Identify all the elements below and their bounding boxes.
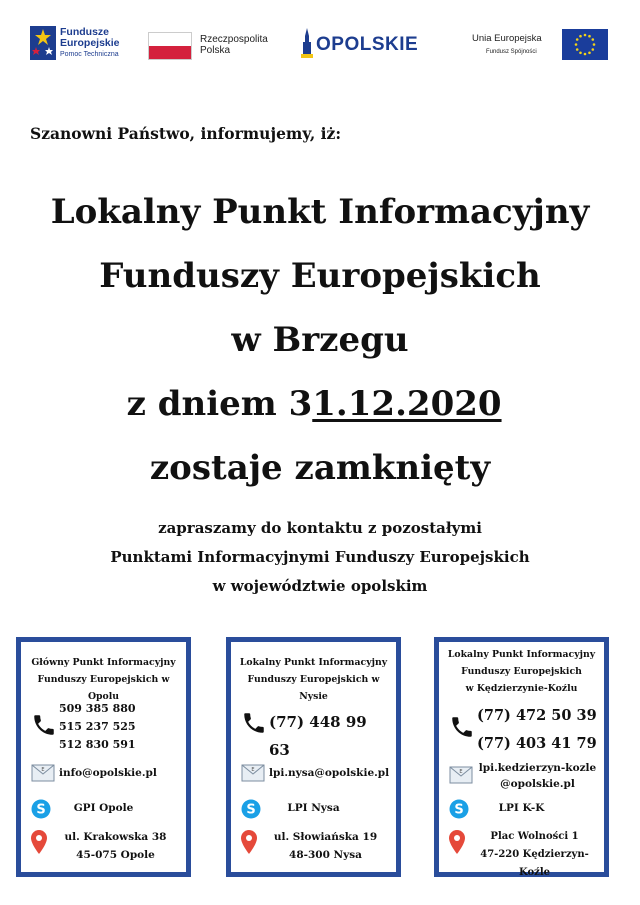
- closing-date: 1.12.2020: [312, 384, 502, 424]
- card-title-line: Funduszy Europejskich: [461, 666, 582, 677]
- address-city: 47-220 Kędzierzyn-Koźle: [480, 849, 589, 878]
- headline-line-2: Funduszy Europejskich: [99, 256, 541, 296]
- card-title-line: Lokalny Punkt Informacyjny: [239, 657, 388, 668]
- contact-card-kedzierzyn-kozle: [434, 637, 609, 877]
- location-pin-icon: [31, 830, 47, 854]
- address: [467, 828, 602, 882]
- skype-id[interactable]: LPI Nysa: [287, 802, 340, 814]
- phone-number[interactable]: (77) 472 50 39: [477, 707, 597, 724]
- card-title: [235, 654, 392, 705]
- ue-subtitle: Fundusz Spójności: [486, 49, 537, 55]
- fundusze-europejskie-logo: [30, 22, 138, 66]
- svg-text:E: E: [41, 767, 45, 773]
- opolskie-logo: [300, 22, 450, 66]
- card-title-line: Lokalny Punkt Informacyjny: [447, 649, 596, 660]
- headline-line-1: Lokalny Punkt Informacyjny: [50, 192, 590, 232]
- rzeczpospolita-logo: [148, 22, 283, 66]
- fe-subtitle: Pomoc Techniczna: [60, 51, 119, 58]
- headline: [0, 180, 640, 500]
- svg-text:S: S: [246, 802, 256, 818]
- logo-bar: [30, 22, 610, 66]
- location-pin-icon: [241, 830, 257, 854]
- phone-icon: [449, 714, 475, 740]
- svg-text:E: E: [251, 767, 255, 773]
- phone-numbers: [59, 700, 180, 754]
- skype-icon: [449, 799, 469, 819]
- location-pin-icon: [449, 830, 465, 854]
- unia-europejska-logo: [470, 22, 610, 66]
- phone-number[interactable]: (77) 403 41 79: [477, 735, 597, 752]
- address: [261, 828, 390, 864]
- contact-card-opole: [16, 637, 191, 877]
- phone-number[interactable]: (77) 448 99 63: [269, 713, 367, 759]
- ue-title: Unia Europejska: [472, 33, 542, 44]
- skype-id[interactable]: GPI Opole: [73, 802, 134, 814]
- svg-text:S: S: [454, 802, 464, 818]
- address-street: ul. Krakowska 38: [64, 831, 167, 843]
- envelope-icon: [449, 766, 473, 784]
- card-title-line: w Kędzierzynie-Koźlu: [465, 683, 578, 694]
- card-title-line: Główny Punkt Informacyjny: [31, 657, 176, 668]
- phone-icon: [31, 712, 57, 738]
- address-city: 45-075 Opole: [76, 849, 155, 861]
- headline-date-line: [0, 372, 640, 436]
- card-title-line: Funduszy Europejskich w Opolu: [37, 674, 170, 702]
- headline-line-3: w Brzegu: [231, 320, 409, 360]
- headline-line-5: zostaje zamknięty: [149, 448, 491, 488]
- contact-card-nysa: [226, 637, 401, 877]
- phone-number[interactable]: 515 237 525: [59, 720, 136, 733]
- rp-title: Rzeczpospolita Polska: [200, 34, 268, 56]
- invite-line-1: zapraszamy do kontaktu z pozostałymi: [158, 519, 482, 537]
- opolskie-tower-icon: [300, 28, 314, 60]
- email-link[interactable]: info@opolskie.pl: [59, 767, 157, 779]
- svg-text:S: S: [36, 802, 46, 818]
- phone-row: [21, 700, 186, 756]
- address-street: Plac Wolności 1: [490, 831, 579, 842]
- invite-text: [0, 514, 640, 601]
- fe-stars-icon: [30, 26, 56, 60]
- card-title: [25, 654, 182, 705]
- card-title-line: Funduszy Europejskich w Nysie: [247, 674, 380, 702]
- envelope-icon: [241, 764, 265, 782]
- greeting-text: Szanowni Państwo, informujemy, iż:: [30, 124, 342, 143]
- email-link[interactable]: lpi.nysa@opolskie.pl: [269, 767, 390, 779]
- phone-number[interactable]: 509 385 880: [59, 702, 136, 715]
- email-link[interactable]: [477, 760, 598, 792]
- phone-numbers: [477, 702, 598, 758]
- phone-icon: [241, 710, 267, 736]
- eu-flag-icon: [562, 29, 608, 60]
- skype-icon: [241, 799, 261, 819]
- skype-icon: [31, 799, 51, 819]
- address: [51, 828, 180, 864]
- invite-line-2: Punktami Informacyjnymi Funduszy Europejskich: [110, 548, 530, 566]
- address-street: ul. Słowiańska 19: [273, 831, 378, 843]
- opolskie-title: OPOLSKIE: [316, 34, 419, 55]
- card-title: [443, 646, 600, 697]
- date-prefix: z dniem 3: [126, 384, 313, 424]
- fe-title: Fundusze Europejskie: [60, 26, 120, 49]
- email-part: @opolskie.pl: [500, 778, 575, 790]
- skype-id[interactable]: LPI K-K: [498, 802, 545, 814]
- envelope-icon: [31, 764, 55, 782]
- phone-number[interactable]: 512 830 591: [59, 738, 136, 751]
- polish-flag-icon: [148, 32, 192, 60]
- address-city: 48-300 Nysa: [289, 849, 362, 861]
- email-part: lpi.kedzierzyn-kozle: [478, 762, 597, 774]
- invite-line-3: w województwie opolskim: [212, 577, 428, 595]
- svg-text:E: E: [459, 769, 463, 775]
